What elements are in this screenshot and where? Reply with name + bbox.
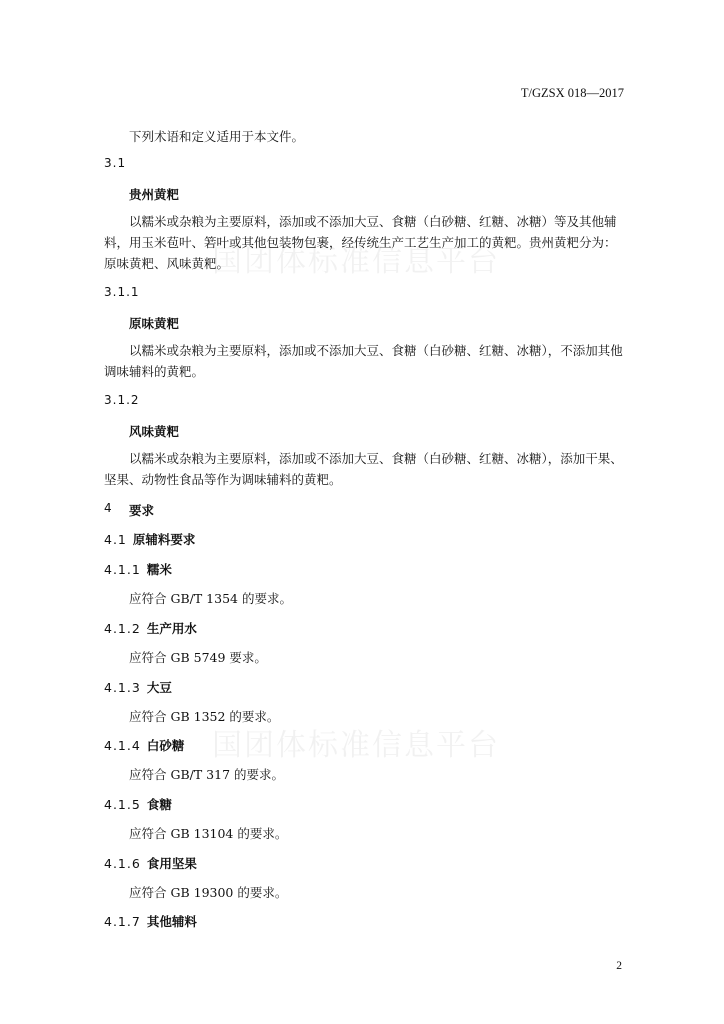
paragraph-line: 以糯米或杂粮为主要原料，添加或不添加大豆、食糖（白砂糖、红糖、冰糖）等及其他辅 <box>129 214 617 229</box>
requirement-number: 4.1.2 <box>104 621 141 636</box>
requirement-text: 应符合 GB/T 1354 的要求。 <box>129 591 292 606</box>
requirement-number: 4.1.6 <box>104 856 141 871</box>
requirement-heading <box>104 854 197 872</box>
watermark-text: 国团体标准信息平台 <box>212 244 500 279</box>
requirement-heading <box>104 619 197 637</box>
requirement-title: 食糖 <box>146 797 172 812</box>
page-number: 2 <box>616 960 622 972</box>
paragraph-line: 以糯米或杂粮为主要原料，添加或不添加大豆、食糖（白砂糖、红糖、冰糖），不添加其他 <box>129 343 623 358</box>
requirement-title: 糯米 <box>146 562 172 577</box>
requirement-text: 应符合 GB 19300 的要求。 <box>129 885 288 900</box>
paragraph-line: 料，用玉米苞叶、箬叶或其他包装物包裹，经传统生产工艺生产加工的黄粑。贵州黄粑分为： <box>104 235 617 250</box>
term-definition <box>104 340 624 382</box>
requirement-heading <box>104 736 184 754</box>
requirement-title: 大豆 <box>146 680 172 695</box>
requirement-number: 4.1.7 <box>104 914 141 929</box>
requirement-text: 应符合 GB 13104 的要求。 <box>129 826 288 841</box>
term-title: 风味黄粑 <box>129 424 180 439</box>
requirement-title: 食用坚果 <box>146 856 197 871</box>
paragraph-line: 坚果、动物性食品等作为调味辅料的黄粑。 <box>104 472 342 487</box>
watermark-text: 国团体标准信息平台 <box>212 728 500 763</box>
subsection-heading <box>104 530 195 548</box>
section-title: 要求 <box>129 503 155 518</box>
requirement-title: 生产用水 <box>146 621 197 636</box>
document-code: T/GZSX 018—2017 <box>520 86 624 100</box>
requirement-title: 白砂糖 <box>146 738 185 753</box>
subsection-title: 原辅料要求 <box>132 532 196 547</box>
requirement-heading <box>104 560 172 578</box>
term-title: 贵州黄粑 <box>129 187 180 202</box>
requirement-number: 4.1.5 <box>104 797 141 812</box>
requirement-number: 4.1.1 <box>104 562 141 577</box>
paragraph-line: 调味辅料的黄粑。 <box>104 364 205 379</box>
section-number: 4 <box>104 501 113 515</box>
requirement-number: 4.1.3 <box>104 680 141 695</box>
intro-text: 下列术语和定义适用于本文件。 <box>129 129 305 144</box>
requirement-number: 4.1.4 <box>104 738 141 753</box>
requirement-text: 应符合 GB 1352 的要求。 <box>129 709 280 724</box>
paragraph-line: 原味黄粑、风味黄粑。 <box>104 256 230 271</box>
term-definition <box>104 448 624 490</box>
requirement-heading <box>104 678 172 696</box>
term-definition <box>104 211 624 274</box>
requirement-heading <box>104 912 197 930</box>
requirement-title: 其他辅料 <box>146 914 197 929</box>
requirement-text: 应符合 GB/T 317 的要求。 <box>129 767 284 782</box>
clause-number: 3.1.1 <box>104 285 140 299</box>
term-title: 原味黄粑 <box>129 316 180 331</box>
subsection-number: 4.1 <box>104 532 127 547</box>
clause-number: 3.1.2 <box>104 393 140 407</box>
clause-number: 3.1 <box>104 156 127 170</box>
paragraph-line: 以糯米或杂粮为主要原料，添加或不添加大豆、食糖（白砂糖、红糖、冰糖），添加干果、 <box>129 451 623 466</box>
requirement-heading <box>104 795 172 813</box>
requirement-text: 应符合 GB 5749 要求。 <box>129 650 267 665</box>
